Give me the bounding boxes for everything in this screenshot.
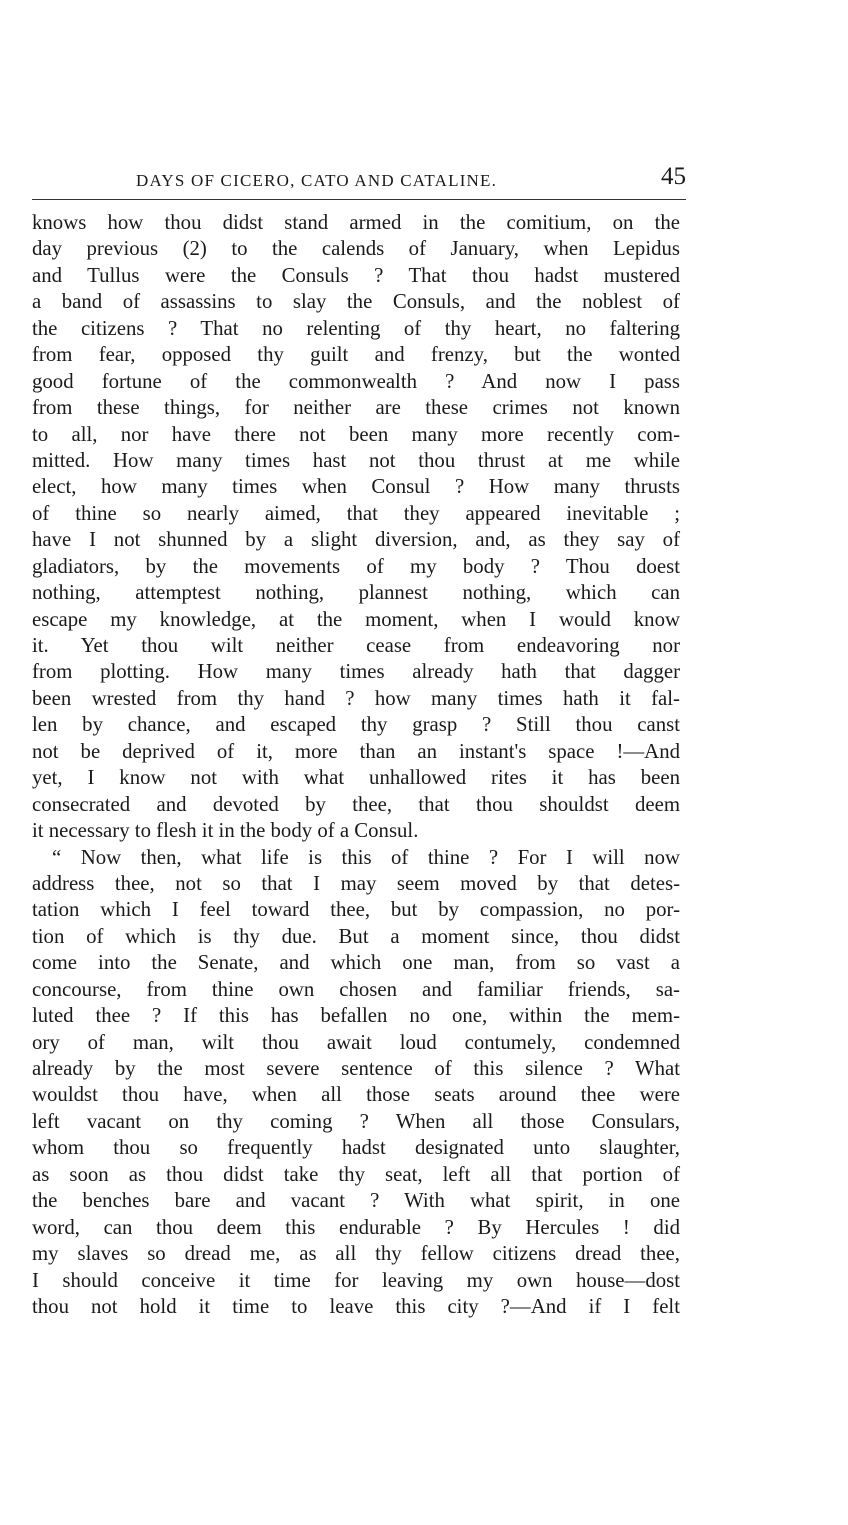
- running-title: DAYS OF CICERO, CATO AND CATALINE.: [136, 171, 498, 190]
- text-line: not be deprived of it, more than an instant's space !—And: [32, 739, 680, 763]
- text-line: already by the most severe sentence of this silence ? What: [32, 1057, 680, 1080]
- text-line: address thee, not so that I may seem moved by that detes-: [32, 871, 680, 895]
- text-line: whom thou so frequently hadst designated unto slaughter,: [32, 1136, 680, 1160]
- text-line: wouldst thou have, when all those seats around thee were: [32, 1083, 680, 1107]
- text-line: knows how thou didst stand armed in the comitium, on the: [32, 211, 680, 234]
- text-line: “ Now then, what life is this of thine ? For I will now: [52, 845, 680, 869]
- text-line: and Tullus were the Consuls ? That thou hadst mustered: [32, 263, 680, 287]
- text-line: len by chance, and escaped thy grasp ? Still thou canst: [32, 713, 680, 737]
- body-text: [32, 210, 680, 1320]
- text-line: the benches bare and vacant ? With what spirit, in one: [32, 1189, 680, 1213]
- text-line: gladiators, by the movements of my body ? Thou doest: [32, 554, 680, 578]
- text-line: escape my knowledge, at the moment, when I would know: [32, 607, 680, 631]
- text-line: from these things, for neither are these crimes not known: [32, 396, 680, 420]
- text-line: a band of assassins to slay the Consuls, and the noblest of: [32, 290, 680, 314]
- text-line: good fortune of the commonwealth ? And now I pass: [32, 369, 680, 393]
- text-line: consecrated and devoted by thee, that thou shouldst deem: [32, 792, 680, 816]
- text-line: as soon as thou didst take thy seat, left all that portion of: [32, 1162, 680, 1186]
- text-line: to all, nor have there not been many more recently com-: [32, 422, 680, 446]
- text-line: thou not hold it time to leave this city ?—And if I felt: [32, 1294, 680, 1318]
- page-number: 45: [661, 163, 686, 190]
- text-line: mitted. How many times hast not thou thrust at me while: [32, 448, 680, 472]
- text-line: tation which I feel toward thee, but by compassion, no por-: [32, 898, 680, 922]
- text-line: left vacant on thy coming ? When all those Consulars,: [32, 1109, 680, 1133]
- text-line: ory of man, wilt thou await loud contumely, condemned: [32, 1030, 680, 1054]
- text-line: from plotting. How many times already hath that dagger: [32, 660, 680, 684]
- text-line: from fear, opposed thy guilt and frenzy, but the wonted: [32, 343, 680, 367]
- text-line: elect, how many times when Consul ? How many thrusts: [32, 475, 680, 499]
- text-line: concourse, from thine own chosen and familiar friends, sa-: [32, 977, 680, 1001]
- running-head: [32, 163, 686, 197]
- text-line: it necessary to flesh it in the body of a Consul.: [32, 819, 419, 843]
- text-line: tion of which is thy due. But a moment since, thou didst: [32, 924, 680, 948]
- text-line: nothing, attemptest nothing, plannest nothing, which can: [32, 581, 680, 605]
- text-line: it. Yet thou wilt neither cease from endeavoring nor: [32, 634, 680, 657]
- text-line: been wrested from thy hand ? how many times hath it fal-: [32, 686, 680, 710]
- text-line: of thine so nearly aimed, that they appeared inevitable ;: [32, 501, 680, 525]
- text-line: my slaves so dread me, as all thy fellow citizens dread thee,: [32, 1242, 680, 1266]
- header-rule: [32, 199, 686, 200]
- text-line: luted thee ? If this has befallen no one, within the mem-: [32, 1004, 680, 1028]
- text-line: have I not shunned by a slight diversion, and, as they say of: [32, 528, 680, 552]
- text-line: the citizens ? That no relenting of thy heart, no faltering: [32, 316, 680, 340]
- text-line: yet, I know not with what unhallowed rites it has been: [32, 766, 680, 790]
- text-line: day previous (2) to the calends of January, when Lepidus: [32, 237, 680, 261]
- text-line: I should conceive it time for leaving my own house—dost: [32, 1268, 680, 1292]
- text-line: word, can thou deem this endurable ? By Hercules ! did: [32, 1215, 680, 1239]
- text-line: come into the Senate, and which one man, from so vast a: [32, 951, 680, 975]
